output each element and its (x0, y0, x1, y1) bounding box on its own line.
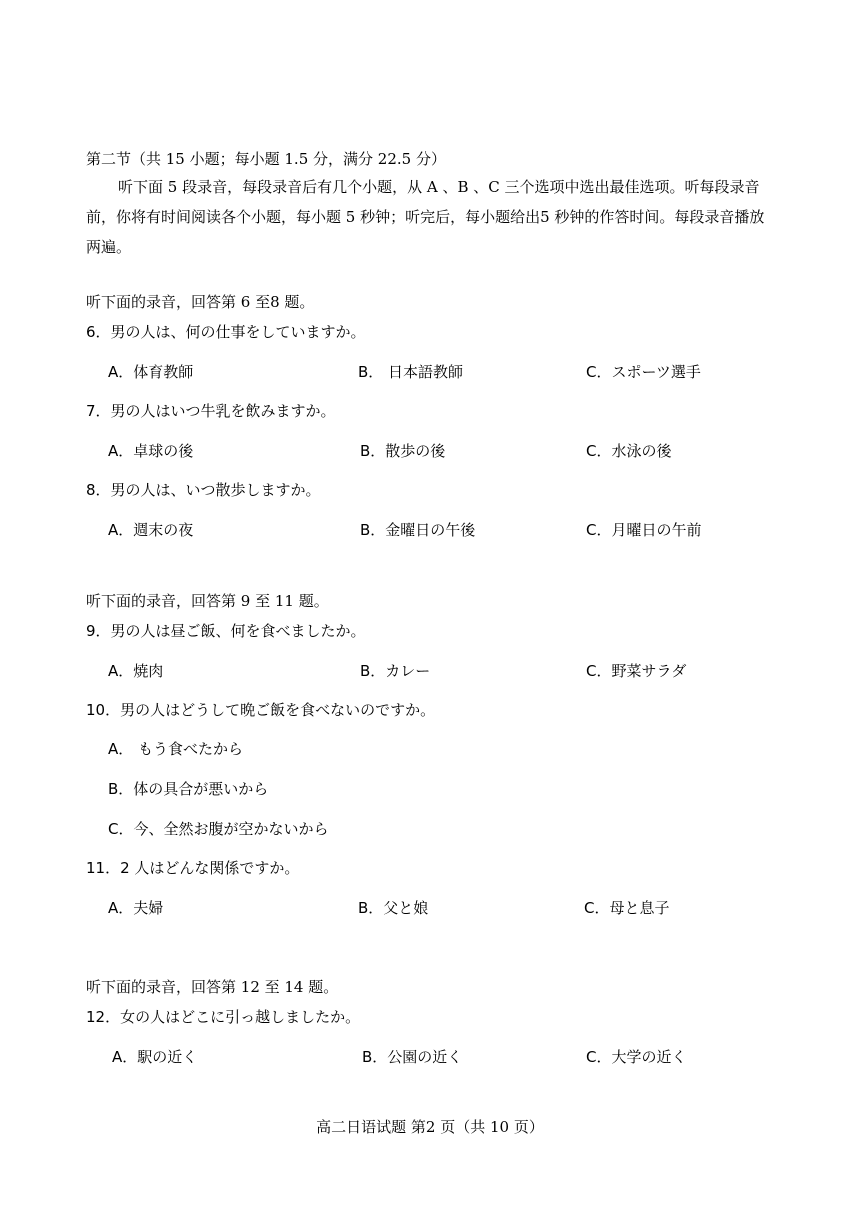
option-9a: A．焼肉 (108, 662, 164, 680)
option-11b: B．父と娘 (358, 899, 429, 917)
question-10: 10．男の人はどうして晩ご飯を食べないのですか。 (86, 701, 436, 719)
option-12c: C．大学の近く (586, 1048, 687, 1066)
option-6a: A．体育教師 (108, 363, 194, 381)
page-footer: 高二日语试题 第2 页（共 10 页） (316, 1118, 544, 1136)
option-7b: B．散歩の後 (360, 442, 446, 460)
section-instructions (86, 172, 776, 262)
option-9b: B．カレー (360, 662, 431, 680)
option-6b: B． 日本語教師 (358, 363, 464, 381)
option-12b: B．公園の近く (362, 1048, 463, 1066)
option-8c: C．月曜日の午前 (586, 521, 702, 539)
section-heading: 第二节（共 15 小题；每小题 1.5 分，满分 22.5 分） (86, 150, 446, 168)
group-intro-1: 听下面的录音，回答第 6 至8 题。 (86, 293, 315, 311)
option-10b: B．体の具合が悪いから (108, 780, 269, 798)
option-7a: A．卓球の後 (108, 442, 194, 460)
option-10c: C．今、全然お腹が空かないから (108, 820, 329, 838)
option-6c: C．スポーツ選手 (586, 363, 701, 381)
question-7: 7．男の人はいつ牛乳を飲みますか。 (86, 402, 336, 420)
option-11c: C．母と息子 (584, 899, 670, 917)
group-intro-3: 听下面的录音，回答第 12 至 14 题。 (86, 978, 339, 996)
option-10a: A． もう食べたから (108, 740, 244, 758)
question-6: 6．男の人は、何の仕事をしていますか。 (86, 323, 366, 341)
question-8: 8．男の人は、いつ散歩しますか。 (86, 481, 321, 499)
option-8a: A．週末の夜 (108, 521, 194, 539)
option-11a: A．夫婦 (108, 899, 164, 917)
option-9c: C．野菜サラダ (586, 662, 687, 680)
option-12a: A．駅の近く (112, 1048, 198, 1066)
question-9: 9．男の人は昼ご飯、何を食べましたか。 (86, 622, 366, 640)
question-12: 12．女の人はどこに引っ越しましたか。 (86, 1008, 361, 1026)
question-11: 11．2 人はどんな関係ですか。 (86, 859, 300, 877)
option-8b: B．金曜日の午後 (360, 521, 476, 539)
group-intro-2: 听下面的录音，回答第 9 至 11 题。 (86, 592, 329, 610)
instructions-text: 听下面 5 段录音，每段录音后有几个小题，从 A 、B 、C 三个选项中选出最佳选项。听每段录音前，你将有时间阅读各个小题，每小题 5 秒钟；听完后，每小题给出5 秒钟的作答时间。每段录音播放两遍。 (86, 178, 765, 256)
option-7c: C．水泳の後 (586, 442, 672, 460)
